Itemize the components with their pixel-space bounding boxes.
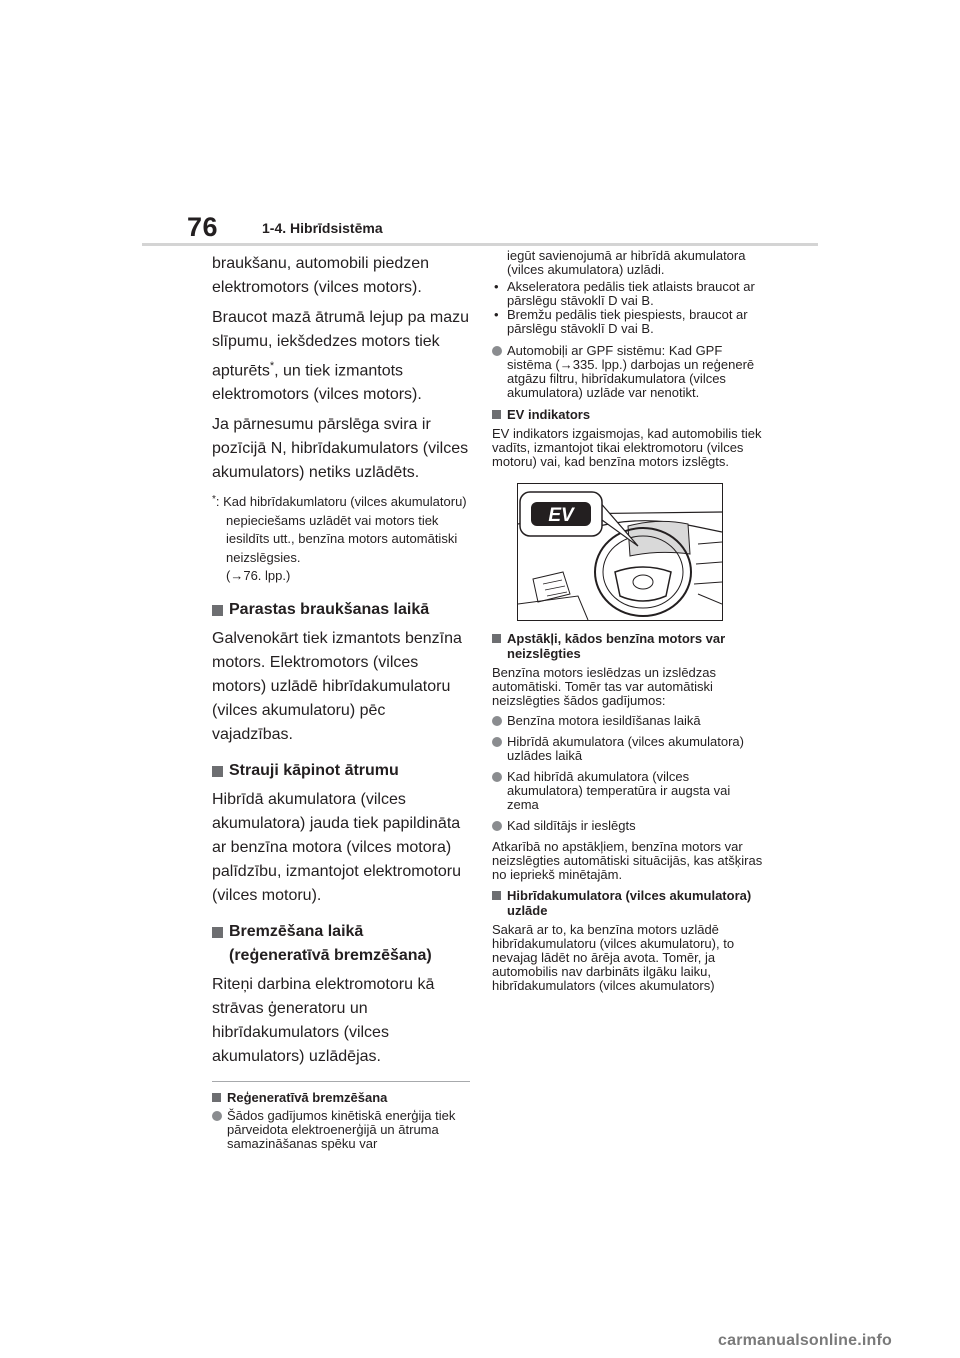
gpf-text-b: 335. lpp.) darbojas un reģenerē atgāzu filtru, hibrīdakumulatora (vilces akumulatora) uzlāde var nenotikt. [507, 357, 755, 400]
list-item-text: Hibrīdā akumulatora (vilces akumulatora) uzlādes laikā [507, 733, 744, 763]
list-item [492, 714, 764, 728]
list-item-gpf [492, 344, 764, 400]
square-bullet-icon [492, 410, 501, 419]
square-bullet-icon [212, 927, 223, 938]
section-header: 1-4. Hibrīdsistēma [262, 220, 383, 236]
list-item-text: Kad sildītājs ir ieslēgts [507, 817, 636, 833]
paragraph-ev: EV indikators izgaismojas, kad automobilis tiek vadīts, izmantojot tikai elektromotoru (vilces motoru) vai, kad benzīna motors izslēgts. [492, 425, 762, 469]
paragraph-conditions: Benzīna motors ieslēdzas un izslēdzas automātiski. Tomēr tas var automātiski neizslēgties šādos gadījumos: [492, 664, 717, 708]
list-item-text: Benzīna motora iesildīšanas laikā [507, 712, 701, 728]
square-bullet-icon [492, 634, 501, 643]
notes-divider [212, 1081, 470, 1082]
paragraph-downhill-b: , un tiek izmantots elektromotors (vilces motors). [212, 362, 422, 404]
heading-normal-driving-label: Parastas braukšanas laikā [229, 600, 430, 618]
note-heading-conditions-label: Apstākļi, kādos benzīna motors var neizslēgties [507, 630, 726, 661]
square-bullet-icon [212, 1093, 221, 1102]
heading-braking-line2: (reģeneratīvā bremzēšana) [229, 946, 432, 964]
paragraph-acceleration: Hibrīdā akumulatora (vilces akumulatora) jauda tiek papildināta ar benzīna motora (vilces motora) palīdzību, izmantojot elektromotoru (vilces motoru). [212, 790, 462, 904]
heading-braking-line1: Bremzēšana laikā [229, 922, 364, 940]
right-column [492, 249, 764, 999]
ev-indicator-illustration [517, 483, 723, 621]
list-item [492, 735, 764, 763]
note-heading-conditions [492, 631, 764, 662]
dot-bullet-icon: • [494, 279, 499, 294]
paragraph-charging: Sakarā ar to, ka benzīna motors uzlādē hibrīdakumulatoru (vilces akumulatoru), to nevajag lādēt no ārēja avota. Tomēr, ja automobilis nav darbināts ilgāku laiku, hibrīdakumulators (vilces akumulators) [492, 921, 735, 993]
dashboard-drawing [518, 484, 722, 620]
arrow-right-icon: → [230, 568, 244, 584]
note-heading-charging [492, 888, 764, 919]
list-item [492, 280, 764, 308]
circle-bullet-icon [492, 821, 502, 831]
arrow-right-icon: → [559, 357, 573, 372]
paragraph-braking: Riteņi darbina elektromotoru kā strāvas ģeneratoru un hibrīdakumulators (vilces akumulators) uzlādējas. [212, 975, 435, 1065]
list-item-text: Akseleratora pedālis tiek atlaists braucot ar pārslēgu stāvoklī D vai B. [507, 279, 755, 308]
note-heading-regenerative [212, 1090, 470, 1106]
square-bullet-icon [212, 766, 223, 777]
paragraph-conditions-after: Atkarībā no apstākļiem, benzīna motors var neizslēgties automātiski situācijās, kas atšķiras no iepriekš minētajām. [492, 838, 763, 882]
conditions-bullet-list [492, 714, 764, 833]
footnote-ref-mark: * [269, 360, 275, 372]
circle-bullet-icon [492, 737, 502, 747]
circle-bullet-icon [492, 346, 502, 356]
paragraph-neutral: Ja pārnesumu pārslēga svira ir pozīcijā N, hibrīdakumulators (vilces akumulators) netiks uzlādēts. [212, 416, 469, 482]
heading-acceleration [212, 759, 470, 783]
note-heading-ev [492, 407, 764, 423]
list-item-text: Bremžu pedālis tiek piespiests, braucot ar pārslēgu stāvoklī D vai B. [507, 307, 748, 336]
paragraph-normal-driving: Galvenokārt tiek izmantots benzīna motors. Elektromotors (vilces motors) uzlādē hibrīdakumulatoru (vilces akumulatoru) pēc vajadzības. [212, 629, 462, 743]
list-item [492, 819, 764, 833]
list-item [212, 1109, 470, 1151]
left-column [212, 252, 470, 1158]
heading-normal-driving [212, 598, 470, 622]
list-item-text: Kad hibrīdā akumulatora (vilces akumulatora) temperatūra ir augsta vai zema [507, 768, 731, 812]
condition-list [492, 280, 764, 336]
list-item-text: Šādos gadījumos kinētiskā enerģija tiek pārveidota elektroenerģijā un ātruma samazināšanas spēku var [227, 1108, 456, 1152]
note-heading-regenerative-label: Reģeneratīvā bremzēšana [227, 1089, 388, 1105]
list-item [492, 770, 764, 812]
square-bullet-icon [212, 605, 223, 616]
note-heading-ev-label: EV indikators [507, 407, 591, 422]
footnote-ref-open: ( [226, 568, 231, 584]
footnote [212, 491, 470, 586]
paragraph-downhill [212, 306, 470, 407]
footnote-mark: * [212, 494, 216, 506]
gpf-text-a: Automobiļi ar GPF sistēmu: Kad GPF sistēma ( [507, 343, 723, 372]
circle-bullet-icon [212, 1111, 222, 1121]
paragraph-driving-cont: braukšanu, automobili piedzen elektromotors (vilces motors). [212, 255, 430, 296]
dot-bullet-icon: • [494, 307, 499, 322]
heading-braking [212, 920, 470, 968]
footnote-page-ref[interactable]: 76. lpp.) [243, 568, 291, 584]
paragraph-continued: iegūt savienojumā ar hibrīdā akumulatora (vilces akumulatora) uzlādi. [507, 248, 746, 277]
square-bullet-icon [492, 891, 501, 900]
paragraph-downhill-a: Braucot mazā ātrumā lejup pa mazu slīpumu, iekšdedzes motors tiek apturēts [212, 309, 470, 380]
watermark: carmanualsonline.info [718, 1332, 893, 1349]
footnote-text: : Kad hibrīdakumlatoru (vilces akumulatoru) nepieciešams uzlādēt vai motors tiek iesildīts utt., benzīna motors automātiski neizslēgsies. [215, 494, 467, 565]
page-number: 76 [187, 212, 219, 242]
circle-bullet-icon [492, 716, 502, 726]
note-heading-charging-label: Hibrīdakumulatora (vilces akumulatora) uzlāde [507, 887, 752, 918]
circle-bullet-icon [492, 772, 502, 782]
list-item [492, 308, 764, 336]
header-divider [142, 243, 818, 246]
ev-badge-label: EV [548, 504, 574, 526]
heading-acceleration-label: Strauji kāpinot ātrumu [229, 761, 399, 779]
